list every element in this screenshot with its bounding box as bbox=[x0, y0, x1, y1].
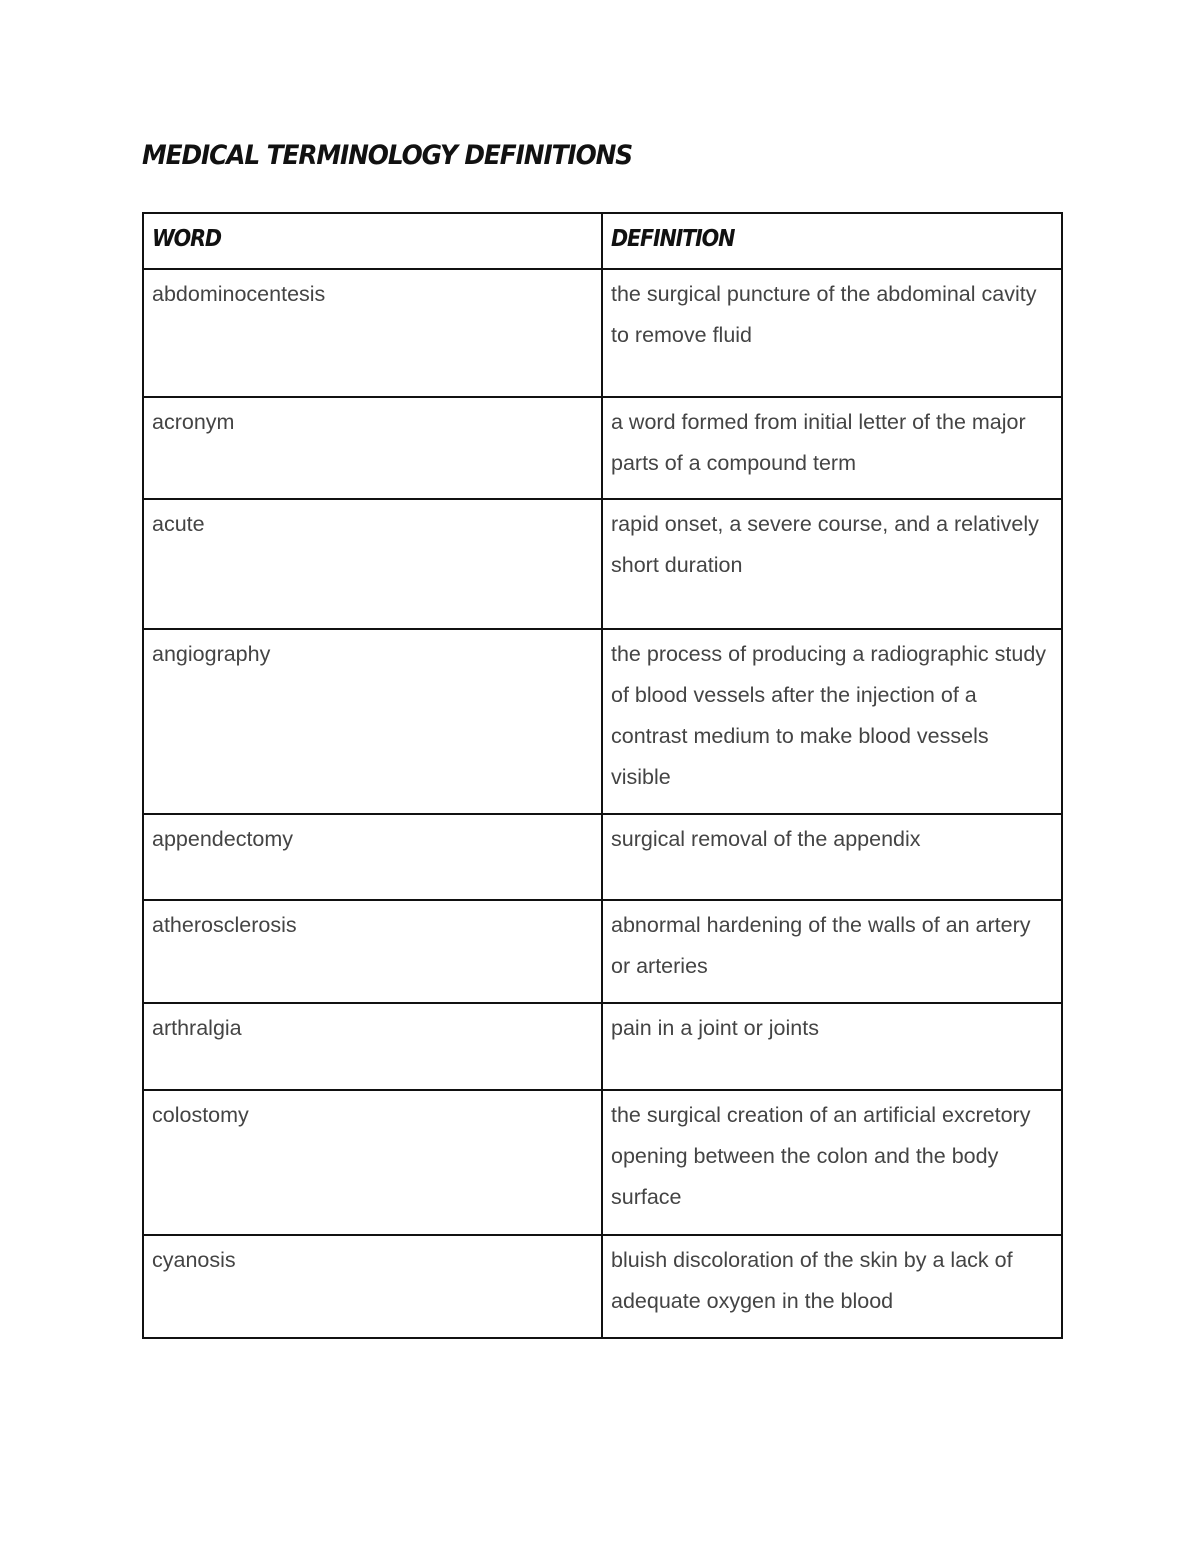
definition-cell: bluish discoloration of the skin by a lack of adequate oxygen in the blood bbox=[602, 1235, 1062, 1338]
definition-cell: surgical removal of the appendix bbox=[602, 814, 1062, 900]
word-cell: appendectomy bbox=[143, 814, 602, 900]
definition-cell: the surgical puncture of the abdominal cavity to remove fluid bbox=[602, 269, 1062, 397]
terminology-table bbox=[142, 212, 1063, 1339]
table-row bbox=[143, 1235, 1062, 1338]
definition-cell: a word formed from initial letter of the major parts of a compound term bbox=[602, 397, 1062, 499]
word-cell: acronym bbox=[143, 397, 602, 499]
table-row bbox=[143, 1090, 1062, 1235]
definition-cell: rapid onset, a severe course, and a relatively short duration bbox=[602, 499, 1062, 629]
word-cell: abdominocentesis bbox=[143, 269, 602, 397]
definition-cell: pain in a joint or joints bbox=[602, 1003, 1062, 1090]
table-row bbox=[143, 499, 1062, 629]
table-row bbox=[143, 269, 1062, 397]
definition-cell: abnormal hardening of the walls of an artery or arteries bbox=[602, 900, 1062, 1003]
word-cell: arthralgia bbox=[143, 1003, 602, 1090]
word-cell: cyanosis bbox=[143, 1235, 602, 1338]
table-row bbox=[143, 629, 1062, 814]
column-header-definition: DEFINITION bbox=[602, 213, 1062, 269]
word-cell: angiography bbox=[143, 629, 602, 814]
page-title: MEDICAL TERMINOLOGY DEFINITIONS bbox=[142, 140, 633, 171]
definition-cell: the process of producing a radiographic study of blood vessels after the injection of a contrast medium to make blood vessels visible bbox=[602, 629, 1062, 814]
table-row bbox=[143, 900, 1062, 1003]
column-header-word: WORD bbox=[143, 213, 602, 269]
table-row bbox=[143, 1003, 1062, 1090]
table-row bbox=[143, 397, 1062, 499]
word-cell: colostomy bbox=[143, 1090, 602, 1235]
definition-cell: the surgical creation of an artificial excretory opening between the colon and the body surface bbox=[602, 1090, 1062, 1235]
word-cell: atherosclerosis bbox=[143, 900, 602, 1003]
table-header-row bbox=[143, 213, 1062, 269]
word-cell: acute bbox=[143, 499, 602, 629]
table-row bbox=[143, 814, 1062, 900]
